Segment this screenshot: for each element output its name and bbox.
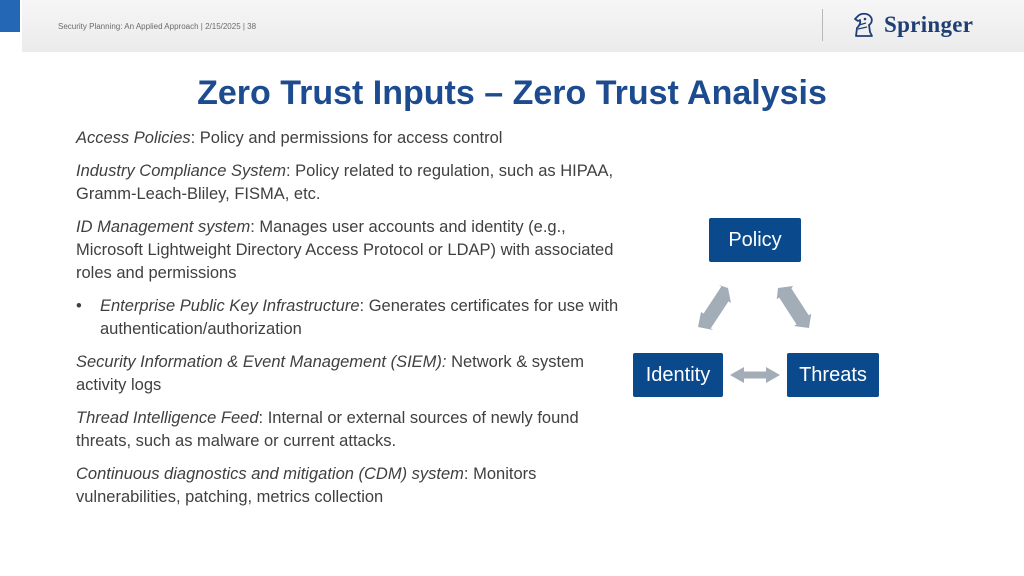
list-item [76, 351, 636, 397]
list-item [76, 216, 636, 285]
item-separator: : [286, 162, 296, 180]
item-term: Thread Intelligence Feed [76, 409, 259, 427]
item-term: Enterprise Public Key Infrastructure [100, 297, 360, 315]
item-description: Internal or external sources of newly found threats, such as malware or current attacks. [76, 409, 579, 450]
slide-title: Zero Trust Inputs – Zero Trust Analysis [197, 74, 827, 112]
list-item [76, 160, 636, 206]
item-separator: : [250, 218, 260, 236]
item-description: Manages user accounts and identity (e.g., Microsoft Lightweight Directory Access Protocol or LDAP) with associated roles and permissions [76, 218, 614, 282]
list-item [76, 407, 636, 453]
item-separator: : [258, 409, 268, 427]
list-item [76, 463, 636, 509]
item-term: Industry Compliance System [76, 162, 286, 180]
item-separator: : [190, 129, 200, 147]
double-arrow-icon [777, 286, 812, 328]
identity-box: Identity [633, 353, 723, 397]
publisher-name: Springer [884, 12, 974, 37]
item-description: Monitors vulnerabilities, patching, metrics collection [76, 465, 537, 506]
zero-trust-diagram [620, 205, 900, 415]
double-arrow-icon [698, 285, 731, 330]
policy-box: Policy [709, 218, 801, 262]
threats-box: Threats [787, 353, 879, 397]
item-description: Network & system activity logs [76, 353, 585, 394]
bullet-marker: • [76, 297, 82, 315]
header-divider [822, 9, 823, 41]
item-separator: : [463, 465, 474, 483]
double-arrow-icon [730, 367, 780, 383]
item-separator: : [359, 297, 369, 315]
running-header: Security Planning: An Applied Approach | 2/15/2025 | 38 [58, 22, 257, 31]
list-item [76, 127, 636, 150]
item-term: Continuous diagnostics and mitigation (CDM) system [76, 465, 464, 483]
item-description: Generates certificates for use with authentication/authorization [100, 297, 619, 338]
list-item-bulleted [76, 295, 636, 341]
knight-icon [850, 11, 878, 39]
springer-logo [850, 8, 973, 42]
item-term: Access Policies [76, 129, 191, 147]
inputs-list [76, 127, 636, 519]
item-term: ID Management system [76, 218, 251, 236]
item-term: Security Information & Event Management (SIEM): [76, 353, 447, 371]
item-description: Policy related to regulation, such as HIPAA, Gramm-Leach-Bliley, FISMA, etc. [76, 162, 614, 203]
corner-accent [0, 0, 20, 32]
item-description: Policy and permissions for access control [199, 129, 503, 147]
